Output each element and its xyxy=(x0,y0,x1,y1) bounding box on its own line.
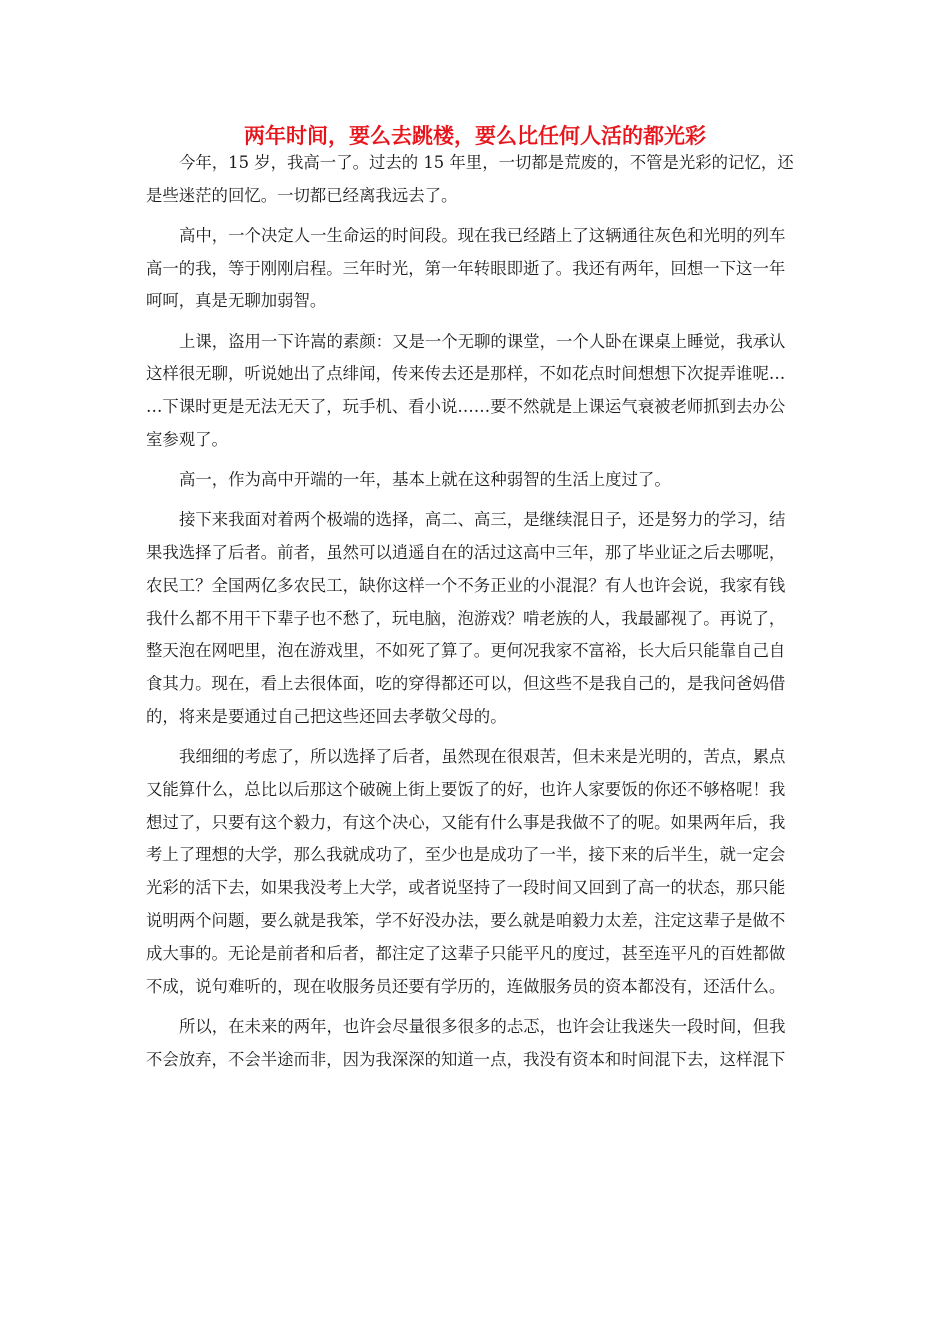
text-line: 说明两个问题，要么就是我笨，学不好没办法，要么就是咱毅力太差，注定这辈子是做不 xyxy=(146,911,786,931)
text-line: 接下来我面对着两个极端的选择，高二、高三，是继续混日子，还是努力的学习，结 xyxy=(179,510,786,530)
text-line: 这样很无聊，听说她出了点绯闻，传来传去还是那样，不如花点时间想想下次捉弄谁呢… xyxy=(146,364,786,384)
text-line: 高中，一个决定人一生命运的时间段。现在我已经踏上了这辆通往灰色和光明的列车 xyxy=(179,225,786,245)
text-line: 不成，说句难听的，现在收服务员还要有学历的，连做服务员的资本都没有，还活什么。 xyxy=(146,976,786,996)
text-line: 是些迷茫的回忆。一切都已经离我远去了。 xyxy=(146,185,458,205)
text-line: 我细细的考虑了，所以选择了后者，虽然现在很艰苦，但未来是光明的，苦点，累点 xyxy=(179,747,786,767)
text-line: 食其力。现在，看上去很体面，吃的穿得都还可以，但这些不是我自己的，是我问爸妈借 xyxy=(146,674,786,694)
text-line: 呵呵，真是无聊加弱智。 xyxy=(146,291,327,311)
text-line: 想过了，只要有这个毅力，有这个决心，又能有什么事是我做不了的呢。如果两年后，我 xyxy=(146,812,786,832)
text-line: 高一，作为高中开端的一年，基本上就在这种弱智的生活上度过了。 xyxy=(179,470,671,490)
text-line: 又能算什么，总比以后那这个破碗上街上要饭了的好，也许人家要饭的你还不够格呢！我 xyxy=(146,779,786,799)
document-body xyxy=(146,147,810,1076)
text-line: 不会放弃，不会半途而非，因为我深深的知道一点，我没有资本和时间混下去，这样混下 xyxy=(146,1049,786,1069)
text-line: 考上了理想的大学，那么我就成功了，至少也是成功了一半，接下来的后半生，就一定会 xyxy=(146,845,786,865)
text-line: 所以，在未来的两年，也许会尽量很多很多的忐忑，也许会让我迷失一段时间，但我 xyxy=(179,1016,786,1036)
text-line: …下课时更是无法无天了，玩手机、看小说……要不然就是上课运气衰被老师抓到去办公 xyxy=(146,397,786,417)
text-line: 今年，15 岁，我高一了。过去的 15 年里，一切都是荒废的，不管是光彩的记忆，还 xyxy=(179,153,794,172)
text-line: 农民工？全国两亿多农民工，缺你这样一个不务正业的小混混？有人也许会说，我家有钱 xyxy=(146,575,786,595)
text-line: 上课，盗用一下许嵩的素颜：又是一个无聊的课堂，一个人卧在课桌上睡觉，我承认 xyxy=(179,331,786,351)
text-line: 成大事的。无论是前者和后者，都注定了这辈子只能平凡的度过，甚至连平凡的百姓都做 xyxy=(146,943,786,963)
text-line: 我什么都不用干下辈子也不愁了，玩电脑，泡游戏？啃老族的人，我最鄙视了。再说了， xyxy=(146,608,786,628)
text-line: 果我选择了后者。前者，虽然可以逍遥自在的活过这高中三年，那了毕业证之后去哪呢， xyxy=(146,542,786,562)
text-line: 整天泡在网吧里，泡在游戏里，不如死了算了。更何况我家不富裕，长大后只能靠自己自 xyxy=(146,641,786,661)
text-line: 高一的我，等于刚刚启程。三年时光，第一年转眼即逝了。我还有两年，回想一下这一年 xyxy=(146,258,786,278)
text-line: 的，将来是要通过自己把这些还回去孝敬父母的。 xyxy=(146,706,507,726)
document-title: 两年时间，要么去跳楼，要么比任何人活的都光彩 xyxy=(244,124,706,148)
text-line: 室参观了。 xyxy=(146,429,228,449)
text-line: 光彩的活下去，如果我没考上大学，或者说坚持了一段时间又回到了高一的状态，那只能 xyxy=(146,878,786,898)
